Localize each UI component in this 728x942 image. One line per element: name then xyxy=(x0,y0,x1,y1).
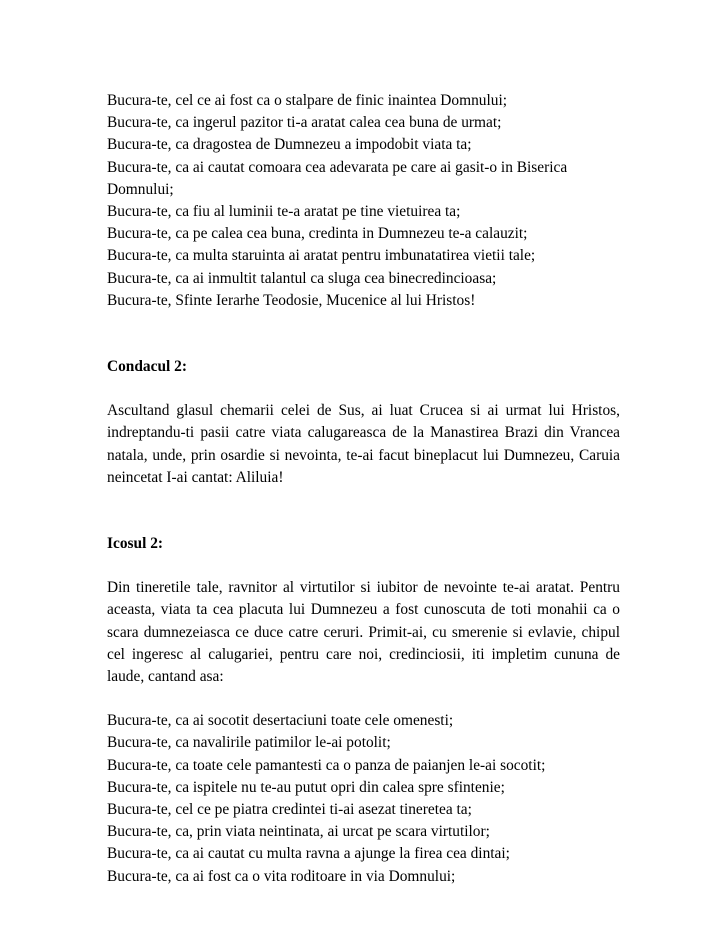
spacer xyxy=(107,555,620,577)
salutation-line: Bucura-te, ca ai inmultit talantul ca sluga cea binecredincioasa; xyxy=(107,269,497,287)
salutation-line: Bucura-te, ca ai socotit desertaciuni toate cele omenesti; xyxy=(107,712,454,730)
icos-paragraph: Din tineretile tale, ravnitor al virtutilor si iubitor de nevointe te-ai aratat. Pentru aceasta, viata ta cea placuta lui Dumnezeu a fost cunoscuta de toti monahii ca o scara dumnezeiasca ce duce catre ceruri. Primit-ai, cu smerenie si evlavie, chipul cel ingeresc al calugariei, pentru care noi, credinciosii, iti impletim cununa de laude, cantand asa: xyxy=(107,579,620,686)
salutation-line: Bucura-te, cel ce ai fost ca o stalpare de finic inaintea Domnului; xyxy=(107,92,507,109)
salutation-line: Bucura-te, Sfinte Ierarhe Teodosie, Mucenice al lui Hristos! xyxy=(107,291,476,309)
salutation-line: Bucura-te, ca navalirile patimilor le-ai potolit; xyxy=(107,734,391,752)
salutation-line: Bucura-te, ca ingerul pazitor ti-a aratat calea cea buna de urmat; xyxy=(107,114,502,132)
salutation-line: Bucura-te, ca toate cele pamantesti ca o panza de paianjen le-ai socotit; xyxy=(107,756,546,774)
salutation-line: Bucura-te, ca dragostea de Dumnezeu a impodobit viata ta; xyxy=(107,136,472,154)
spacer xyxy=(107,688,620,710)
spacer xyxy=(107,312,620,356)
spacer xyxy=(107,489,620,533)
salutation-line: Bucura-te, ca fiu al luminii te-a aratat pe tine vietuirea ta; xyxy=(107,203,461,221)
condac-heading: Condacul 2: xyxy=(107,358,187,376)
document-page xyxy=(107,90,620,888)
salutation-line: Bucura-te, ca, prin viata neintinata, ai urcat pe scara virtutilor; xyxy=(107,823,490,841)
salutations-block-2 xyxy=(107,710,620,888)
salutation-line: Bucura-te, ca multa staruinta ai aratat pentru imbunatatirea vietii tale; xyxy=(107,247,536,265)
salutation-line: Bucura-te, ca ai cautat comoara cea adevarata pe care ai gasit-o in Biserica xyxy=(107,158,568,176)
icos-heading: Icosul 2: xyxy=(107,535,164,553)
salutation-line: Bucura-te, cel ce pe piatra credintei ti-ai asezat tineretea ta; xyxy=(107,801,472,819)
spacer xyxy=(107,378,620,400)
salutations-block-1 xyxy=(107,90,620,312)
salutation-line: Bucura-te, ca ai fost ca o vita roditoare in via Domnului; xyxy=(107,867,456,885)
salutation-line: Bucura-te, ca ispitele nu te-au putut opri din calea spre sfintenie; xyxy=(107,778,505,796)
salutation-line: Bucura-te, ca ai cautat cu multa ravna a ajunge la firea cea dintai; xyxy=(107,845,510,863)
salutation-line: Domnului; xyxy=(107,180,174,198)
condac-paragraph: Ascultand glasul chemarii celei de Sus, ai luat Crucea si ai urmat lui Hristos, indreptandu-ti pasii catre viata calugareasca de la Manastirea Brazi din Vrancea natala, unde, prin osardie si nevointa, te-ai facut bineplacut lui Dumnezeu, Caruia neincetat I-ai cantat: Aliluia! xyxy=(107,402,620,486)
salutation-line: Bucura-te, ca pe calea cea buna, credinta in Dumnezeu te-a calauzit; xyxy=(107,225,528,243)
